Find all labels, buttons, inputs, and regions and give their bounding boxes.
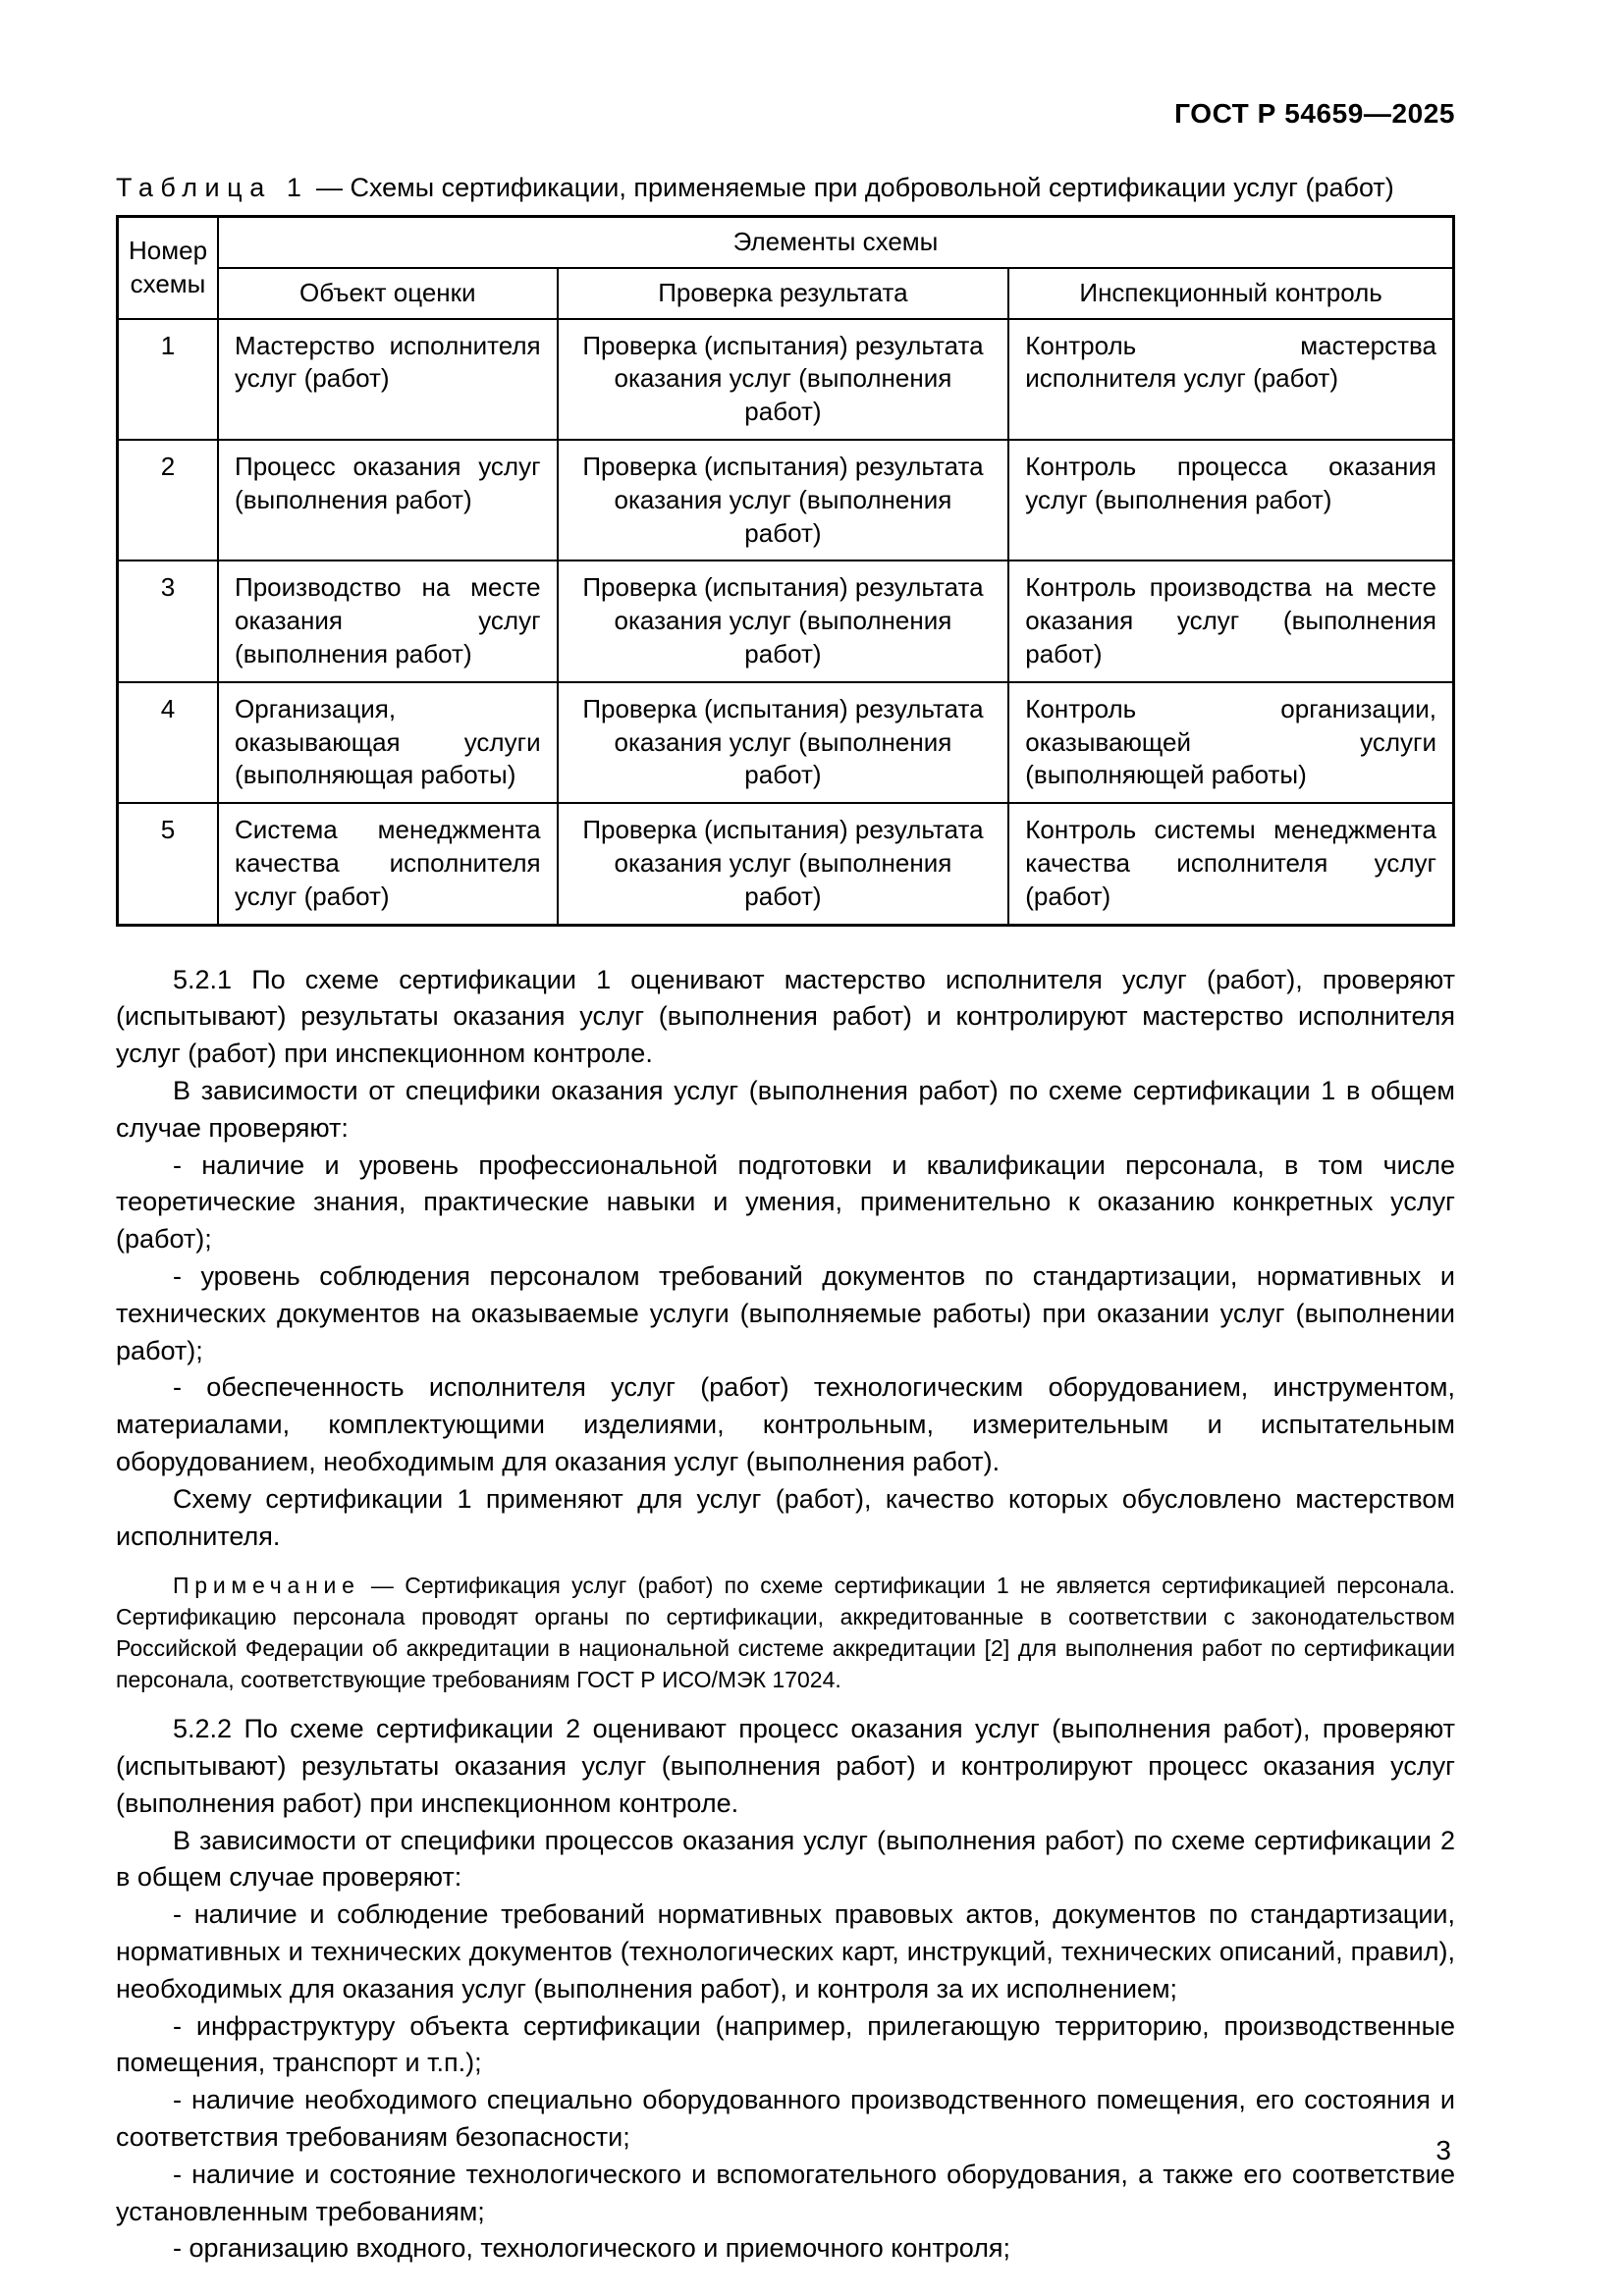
- object-cell: Производство на месте оказания услуг (выполнения работ): [218, 561, 558, 681]
- table-caption-text: — Схемы сертификации, применяемые при добровольной сертификации услуг (работ): [315, 173, 1394, 202]
- table-caption: [116, 173, 1455, 203]
- list-item: - обеспеченность исполнителя услуг (работ) технологическим оборудованием, инструментом, материалами, комплектующими изделиями, контрольным, измерительным и испытательным оборудованием, необходимым для оказания услуг (выполнения работ).: [116, 1372, 1455, 1476]
- table-header-row-columns: [118, 268, 1454, 319]
- check-cell: Проверка (испытания) результата оказания услуг (выполнения работ): [558, 561, 1009, 681]
- paragraph: В зависимости от специфики процессов оказания услуг (выполнения работ) по схеме сертификации 2 в общем случае проверяют:: [116, 1825, 1455, 1893]
- check-cell: Проверка (испытания) результата оказания услуг (выполнения работ): [558, 319, 1009, 440]
- paragraph: Схему сертификации 1 применяют для услуг (работ), качество которых обусловлено мастерством исполнителя.: [116, 1483, 1455, 1551]
- list-item: - наличие необходимого специально оборудованного производственного помещения, его состояния и соответствия требованиям безопасности;: [116, 2085, 1455, 2152]
- list-item: - наличие и соблюдение требований нормативных правовых актов, документов по стандартизации, нормативных и технических документов (технологических карт, инструкций, технических описаний, правил), необходимых для оказания услуг (выполнения работ), и контроля за их исполнением;: [116, 1899, 1455, 2003]
- list-item: - наличие и уровень профессиональной подготовки и квалификации персонала, в том числе теоретические знания, практические навыки и умения, применительно к оказанию конкретных услуг (работ);: [116, 1149, 1455, 1255]
- table-header-row-group: [118, 217, 1454, 268]
- inspection-cell: Контроль процесса оказания услуг (выполнения работ): [1008, 440, 1453, 561]
- header-scheme-number: Номер схемы: [118, 217, 219, 319]
- list-item: - организацию входного, технологического и приемочного контроля;: [173, 2233, 1011, 2264]
- scheme-number-cell: 1: [118, 319, 219, 440]
- inspection-cell: Контроль системы менеджмента качества исполнителя услуг (работ): [1008, 803, 1453, 925]
- scheme-number-cell: 5: [118, 803, 219, 925]
- object-cell: Организация, оказывающая услуги (выполняющая работы): [218, 682, 558, 803]
- scheme-number-cell: 2: [118, 440, 219, 561]
- list-item: - наличие и состояние технологического и вспомогательного оборудования, а также его соответствие установленным требованиям;: [116, 2159, 1455, 2226]
- note-text: — Сертификация услуг (работ) по схеме сертификации 1 не является сертификацией персонала. Сертификацию персонала проводят органы по сертификации, аккредитованные в соответствии с законодательством Российской Федерации об аккредитации в национальной системе аккредитации [2] для выполнения работ по сертификации персонала, соответствующие требованиям ГОСТ Р ИСО/МЭК 17024.: [116, 1573, 1455, 1692]
- table-row: [118, 803, 1454, 925]
- table-caption-label: Таблица 1: [116, 173, 309, 202]
- page-number: 3: [1435, 2135, 1451, 2165]
- inspection-cell: Контроль мастерства исполнителя услуг (работ): [1008, 319, 1453, 440]
- document-code: ГОСТ Р 54659—2025: [1174, 98, 1455, 129]
- note-paragraph: [116, 1571, 1455, 1695]
- check-cell: Проверка (испытания) результата оказания услуг (выполнения работ): [558, 440, 1009, 561]
- table-row: [118, 319, 1454, 440]
- scheme-number-cell: 3: [118, 561, 219, 681]
- header-scheme-elements: Элементы схемы: [218, 217, 1453, 268]
- table-row: [118, 561, 1454, 681]
- scheme-number-cell: 4: [118, 682, 219, 803]
- object-cell: Система менеджмента качества исполнителя услуг (работ): [218, 803, 558, 925]
- clause-5-2-1: 5.2.1 По схеме сертификации 1 оценивают мастерство исполнителя услуг (работ), проверяют (испытывают) результаты оказания услуг (выполнения работ) и контролируют мастерство исполнителя услуг (работ) при инспекционном контроле.: [116, 964, 1455, 1069]
- note-label: Примечание: [173, 1573, 360, 1599]
- object-cell: Процесс оказания услуг (выполнения работ): [218, 440, 558, 561]
- list-item: - уровень соблюдения персоналом требований документов по стандартизации, нормативных и технических документов на оказываемые услуги (выполняемые работы) при оказании услуг (выполнении работ);: [116, 1260, 1455, 1365]
- body-text: [116, 962, 1455, 2269]
- object-cell: Мастерство исполнителя услуг (работ): [218, 319, 558, 440]
- check-cell: Проверка (испытания) результата оказания услуг (выполнения работ): [558, 682, 1009, 803]
- inspection-cell: Контроль организации, оказывающей услуги (выполняющей работы): [1008, 682, 1453, 803]
- paragraph: В зависимости от специфики оказания услуг (выполнения работ) по схеме сертификации 1 в общем случае проверяют:: [116, 1075, 1455, 1143]
- inspection-cell: Контроль производства на месте оказания услуг (выполнения работ): [1008, 561, 1453, 681]
- table-row: [118, 440, 1454, 561]
- header-object-of-evaluation: Объект оценки: [218, 268, 558, 319]
- list-item: - инфраструктуру объекта сертификации (например, прилегающую территорию, производственные помещения, транспорт и т.п.);: [116, 2010, 1455, 2078]
- check-cell: Проверка (испытания) результата оказания услуг (выполнения работ): [558, 803, 1009, 925]
- header-result-check: Проверка результата: [558, 268, 1009, 319]
- table-row: [118, 682, 1454, 803]
- header-inspection-control: Инспекционный контроль: [1008, 268, 1453, 319]
- clause-5-2-2: 5.2.2 По схеме сертификации 2 оценивают процесс оказания услуг (выполнения работ), проверяют (испытывают) результаты оказания услуг (выполнения работ) и контролируют процесс оказания услуг (выполнения работ) при инспекционном контроле.: [116, 1714, 1455, 1818]
- certification-schemes-table: [116, 215, 1455, 927]
